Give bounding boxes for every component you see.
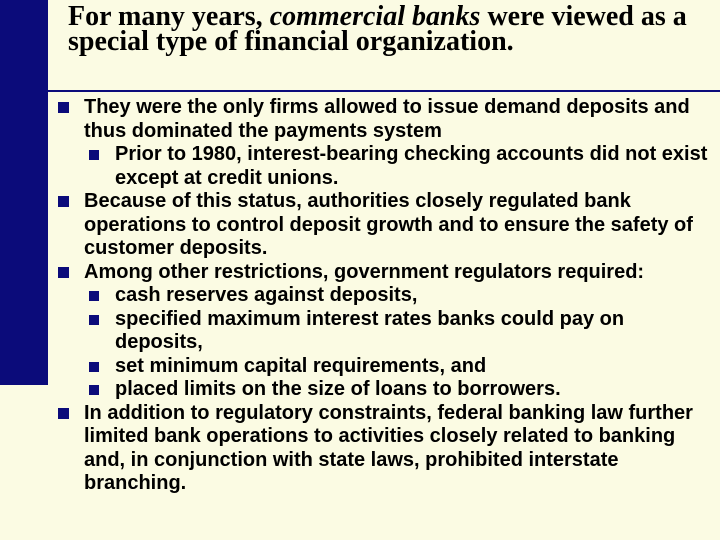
bullet-text: In addition to regulatory constraints, federal banking law further limited bank operations to activities closely related to banking and, in conjunction with state laws, prohibited interstate branching.: [84, 401, 693, 494]
sub-bullet-item: [52, 284, 716, 308]
sub-bullet-text: cash reserves against deposits,: [115, 284, 418, 306]
title-part-2: were viewed as a special type of financial organization.: [68, 1, 687, 57]
bullet-item: [52, 402, 716, 496]
bullet-item: [52, 261, 716, 285]
square-bullet-icon: [89, 291, 99, 301]
square-bullet-icon: [89, 385, 99, 395]
sub-bullet-text: specified maximum interest rates banks could pay on deposits,: [115, 307, 625, 353]
square-bullet-icon: [58, 196, 69, 207]
sub-bullet-item: [52, 143, 716, 190]
title-divider: [48, 90, 720, 92]
bullet-text: Because of this status, authorities closely regulated bank operations to control deposit growth and to ensure the safety of customer deposits.: [84, 190, 693, 259]
slide-title: [68, 1, 708, 57]
square-bullet-icon: [58, 408, 69, 419]
sub-bullet-text: placed limits on the size of loans to borrowers.: [115, 378, 561, 400]
bullet-list: [52, 96, 716, 496]
bullet-text: Among other restrictions, government regulators required:: [84, 260, 645, 283]
sub-bullet-item: [52, 355, 716, 379]
square-bullet-icon: [58, 267, 69, 278]
square-bullet-icon: [89, 150, 99, 160]
sub-bullet-text: Prior to 1980, interest-bearing checking accounts did not exist except at credit unions.: [115, 143, 708, 189]
square-bullet-icon: [58, 102, 69, 113]
title-part-1: For many years,: [68, 1, 263, 32]
title-italic-phrase: commercial banks: [269, 1, 481, 32]
bullet-text: They were the only firms allowed to issue demand deposits and thus dominated the payments system: [84, 96, 690, 142]
bullet-item: [52, 190, 716, 261]
sub-bullet-text: set minimum capital requirements, and: [115, 354, 487, 377]
left-accent-bar: [0, 0, 48, 385]
square-bullet-icon: [89, 362, 99, 372]
bullet-item: [52, 96, 716, 143]
square-bullet-icon: [89, 315, 99, 325]
sub-bullet-item: [52, 378, 716, 402]
sub-bullet-item: [52, 308, 716, 355]
